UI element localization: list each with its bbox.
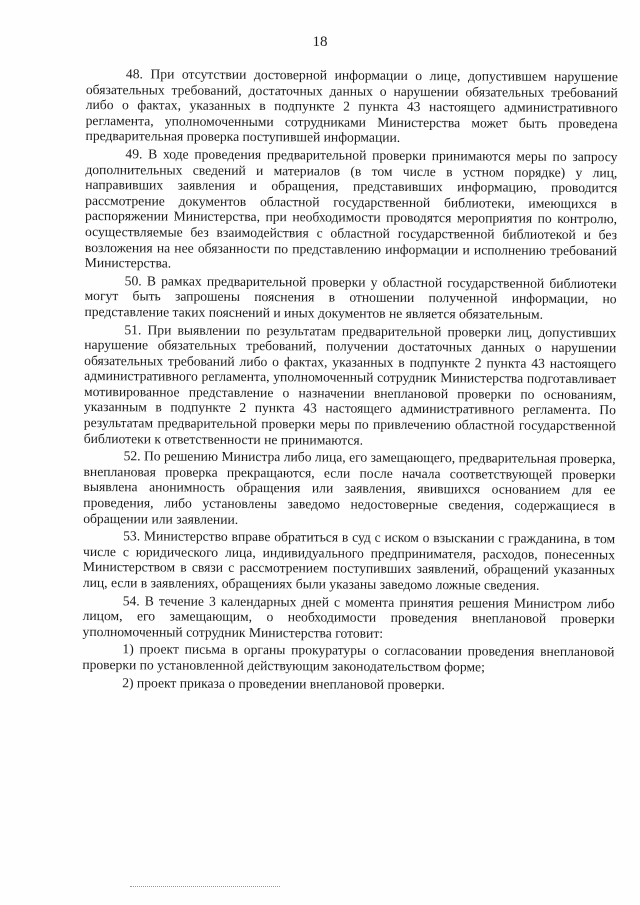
paragraph-50: 50. В рамках предварительной проверки у областной государственной библиотеки могут быть запрошены пояснения в отношении полученной информации, но представление таких пояснений и иных документов не является обязательным. [84, 272, 617, 322]
paragraph-52: 52. По решению Министра либо лица, его замещающего, предварительная проверка, внеплановая проверка прекращаются, если после начала соответствующей проверки выявлена анонимность обращения или заявления, явившихся основанием для ее проведения, либо установлены заведомо недостоверные сведения, содержащиеся в обращении или заявлении. [83, 448, 616, 527]
paragraph-48: 48. При отсутствии достоверной информации о лице, допустившем нарушение обязательных требований, достаточных данных о нарушении обязательных требований либо о фактах, указанных в подпункте 2 пункта 43 настоящего административного регламента, уполномоченными сотрудниками Министерства может быть проведена предварительная проверка поступившей информации. [85, 66, 618, 146]
paragraph-53: 53. Министерство вправе обратиться в суд с иском о взыскании с гражданина, в том числе с юридического лица, индивидуального предпринимателя, расходов, понесенных Министерством в связи с рассмотрением поступивших заявлений, обращений указанных лиц, если в заявлениях, обращениях были указаны заведомо ложные сведения. [82, 528, 616, 593]
document-body [82, 66, 618, 695]
page-number: 18 [312, 34, 328, 50]
footer-divider [130, 886, 280, 887]
paragraph-51: 51. При выявлении по результатам предварительной проверки лиц, допустивших нарушение обязательных требований, получении достаточных данных о нарушении обязательных требований либо о фактах, указанных в подпункте 2 пункта 43 настоящего административного регламента, уполномоченный сотрудник Министерства подготавливает мотивированное представление о назначении внеплановой проверки по основаниям, указанным в подпункте 2 пункта 43 настоящего административного регламента. По результатам предварительной проверки меры по привлечению областной государственной библиотеки к ответственности не принимаются. [83, 321, 617, 448]
paragraph-54: 54. В течение 3 календарных дней с момента принятия решения Министром либо лицом, его замещающим, о необходимости проведения внеплановой проверки уполномоченный сотрудник Министерства готовит: [82, 592, 615, 641]
list-item-1: 1) проект письма в органы прокуратуры о согласовании проведения внеплановой проверки по установленной действующим законодательством форме; [82, 641, 615, 675]
list-item-2: 2) проект приказа о проведении внеплановой проверки. [122, 674, 445, 692]
paragraph-49: 49. В ходе проведения предварительной проверки принимаются меры по запросу дополнительных сведений и материалов (в том числе в устном порядке) у лиц, направивших заявления и обращения, представивших информацию, проводится рассмотрение документов областной государственной библиотеки, имеющихся в распоряжении Министерства, при необходимости проводятся мероприятия по контролю, осуществляемые без взаимодействия с областной государственной библиотекой и без возложения на нее обязанности по представлению информации и исполнению требований Министерства. [84, 146, 618, 271]
